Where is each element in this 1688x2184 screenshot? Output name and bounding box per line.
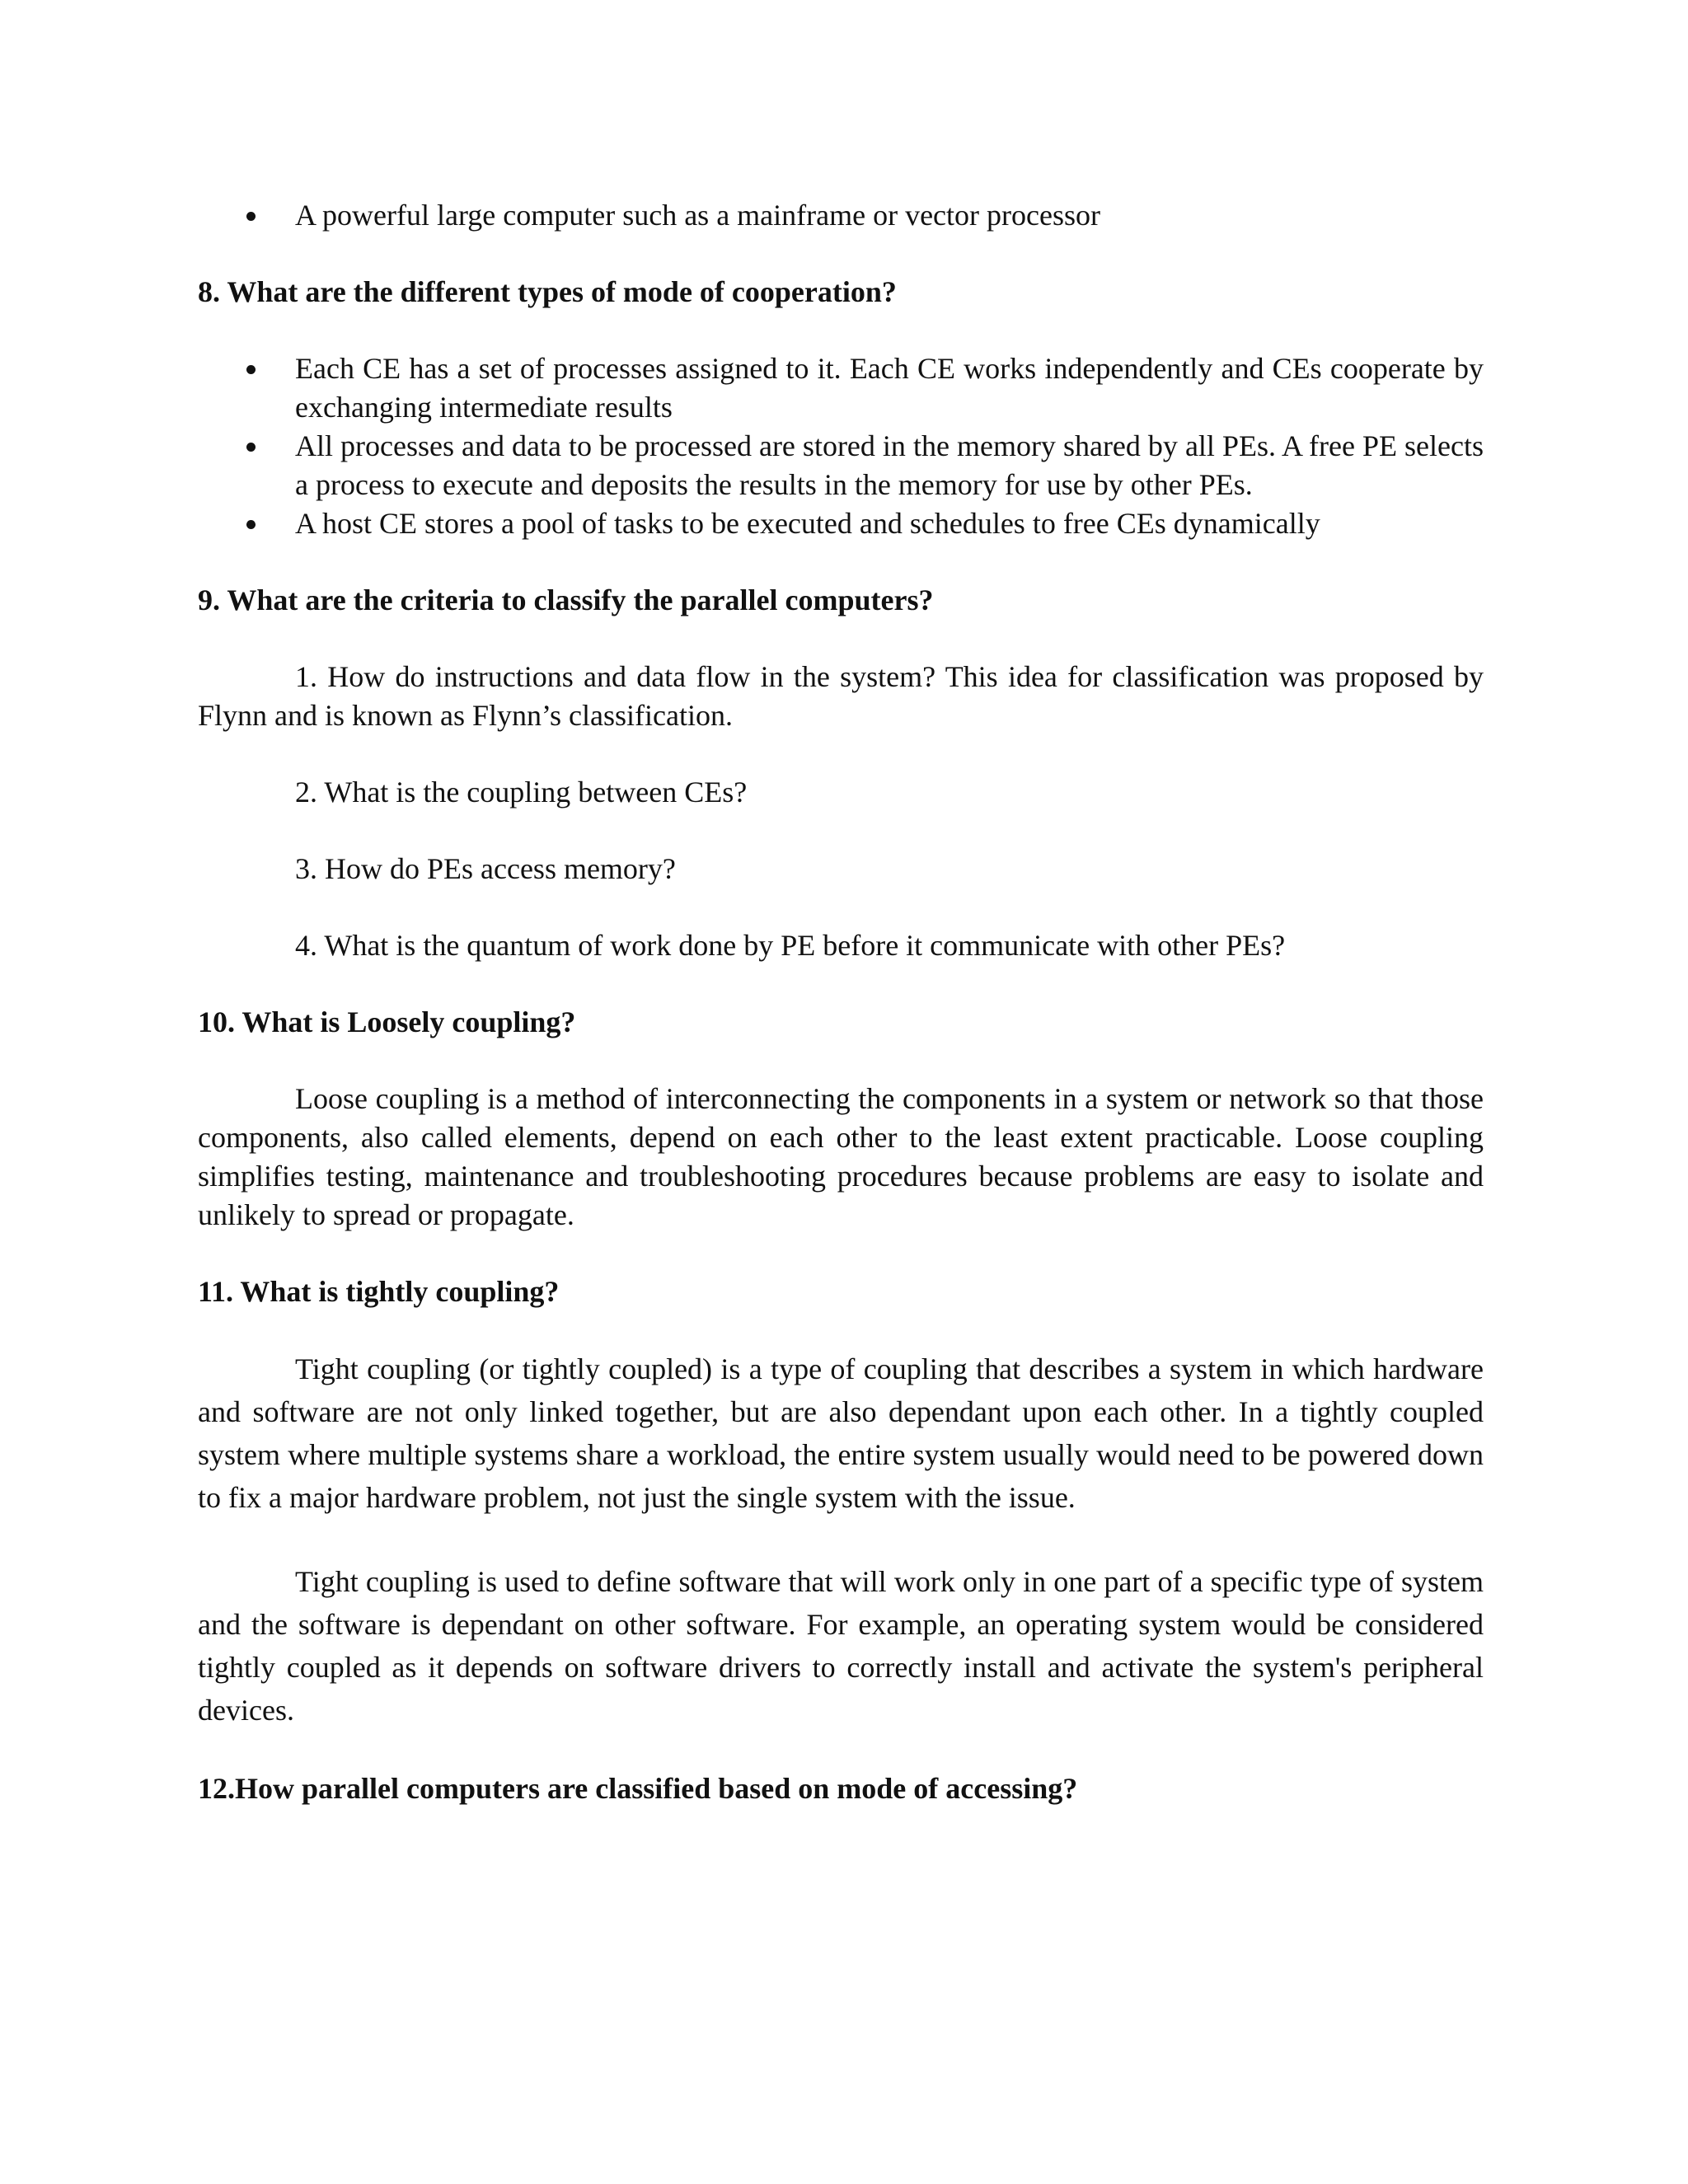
page-content bbox=[198, 196, 1484, 1808]
question-11-body-1: Tight coupling (or tightly coupled) is a type of coupling that describes a system in which hardware and software are not only linked together, but are also dependant upon each other. In a tightly coupled system where multiple systems share a workload, the entire system usually would need to be powered down to fix a major hardware problem, not just the single system with the issue. bbox=[198, 1352, 1484, 1514]
question-9-heading: 9. What are the criteria to classify the parallel computers? bbox=[198, 583, 934, 616]
question-9-item-3: 3. How do PEs access memory? bbox=[295, 852, 676, 885]
bullet-item: A host CE stores a pool of tasks to be executed and schedules to free CEs dynamically bbox=[198, 504, 1484, 543]
bullet-item: Each CE has a set of processes assigned to it. Each CE works independently and CEs cooperate by exchanging intermediate results bbox=[198, 349, 1484, 427]
question-10-heading: 10. What is Loosely coupling? bbox=[198, 1005, 576, 1038]
question-12-heading: 12.How parallel computers are classified based on mode of accessing? bbox=[198, 1772, 1078, 1805]
question-8-heading: 8. What are the different types of mode of cooperation? bbox=[198, 275, 897, 308]
question-11-body-2: Tight coupling is used to define software that will work only in one part of a specific type of system and the software is dependant on other software. For example, an operating system would be considered tightly coupled as it depends on software drivers to correctly install and activate the system's peripheral devices. bbox=[198, 1565, 1484, 1727]
bullet-item: A powerful large computer such as a mainframe or vector processor bbox=[198, 196, 1484, 235]
question-10-body: Loose coupling is a method of interconnecting the components in a system or network so that those components, also called elements, depend on each other to the least extent practicable. Loose coupling simplifies testing, maintenance and troubleshooting procedures because problems are easy to isolate and unlikely to spread or propagate. bbox=[198, 1082, 1484, 1231]
question-11-heading: 11. What is tightly coupling? bbox=[198, 1275, 560, 1308]
bullet-list-top bbox=[198, 196, 1484, 235]
bullet-item: All processes and data to be processed are stored in the memory shared by all PEs. A free PE selects a process to execute and deposits the results in the memory for use by other PEs. bbox=[198, 427, 1484, 504]
question-9-item-4: 4. What is the quantum of work done by PE before it communicate with other PEs? bbox=[295, 929, 1286, 962]
question-9-item-1: 1. How do instructions and data flow in the system? This idea for classification was proposed by Flynn and is known as Flynn’s classification. bbox=[198, 660, 1484, 732]
question-9-item-2: 2. What is the coupling between CEs? bbox=[295, 776, 748, 808]
question-8-bullets bbox=[198, 349, 1484, 543]
